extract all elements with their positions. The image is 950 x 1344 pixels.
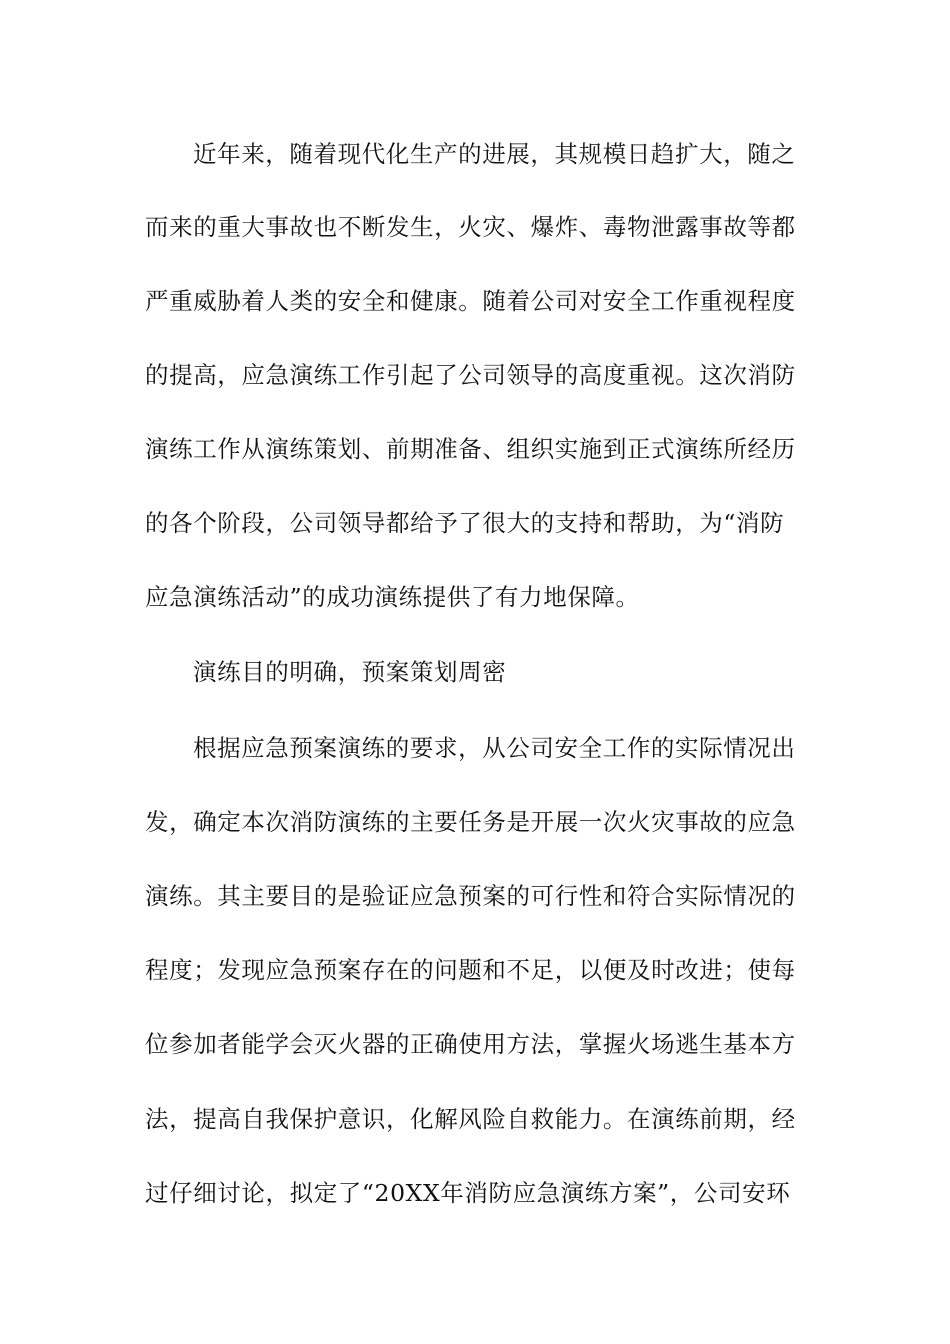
paragraph-1-line-3: 严重威胁着人类的安全和健康。随着公司对安全工作重视程度: [145, 287, 796, 315]
paragraph-2-line-3: 演练。其主要目的是验证应急预案的可行性和符合实际情况的: [145, 882, 796, 910]
paragraph-1-line-4: 的提高，应急演练工作引起了公司领导的高度重视。这次消防: [145, 361, 796, 389]
paragraph-1-line-2: 而来的重大事故也不断发生，火灾、爆炸、毒物泄露事故等都: [145, 213, 796, 241]
paragraph-2-line-1: 根据应急预案演练的要求，从公司安全工作的实际情况出: [193, 734, 796, 762]
paragraph-1-line-7: 应急演练活动”的成功演练提供了有力地保障。: [145, 583, 640, 611]
paragraph-2-line-4: 程度；发现应急预案存在的问题和不足，以便及时改进；使每: [145, 956, 796, 984]
paragraph-1-line-1: 近年来，随着现代化生产的进展，其规模日趋扩大，随之: [193, 140, 796, 168]
paragraph-2-line-7: 过仔细讨论，拟定了“20XX年消防应急演练方案”，公司安环: [145, 1179, 791, 1207]
paragraph-1-line-6: 的各个阶段，公司领导都给予了很大的支持和帮助，为“消防: [145, 509, 785, 537]
paragraph-2-line-5: 位参加者能学会灭火器的正确使用方法，掌握火场逃生基本方: [145, 1030, 796, 1058]
section-heading: 演练目的明确，预案策划周密: [193, 658, 507, 686]
paragraph-1-line-5: 演练工作从演练策划、前期准备、组织实施到正式演练所经历: [145, 435, 796, 463]
paragraph-2-line-6: 法，提高自我保护意识，化解风险自救能力。在演练前期，经: [145, 1105, 796, 1133]
paragraph-2-line-2: 发，确定本次消防演练的主要任务是开展一次火灾事故的应急: [145, 808, 796, 836]
